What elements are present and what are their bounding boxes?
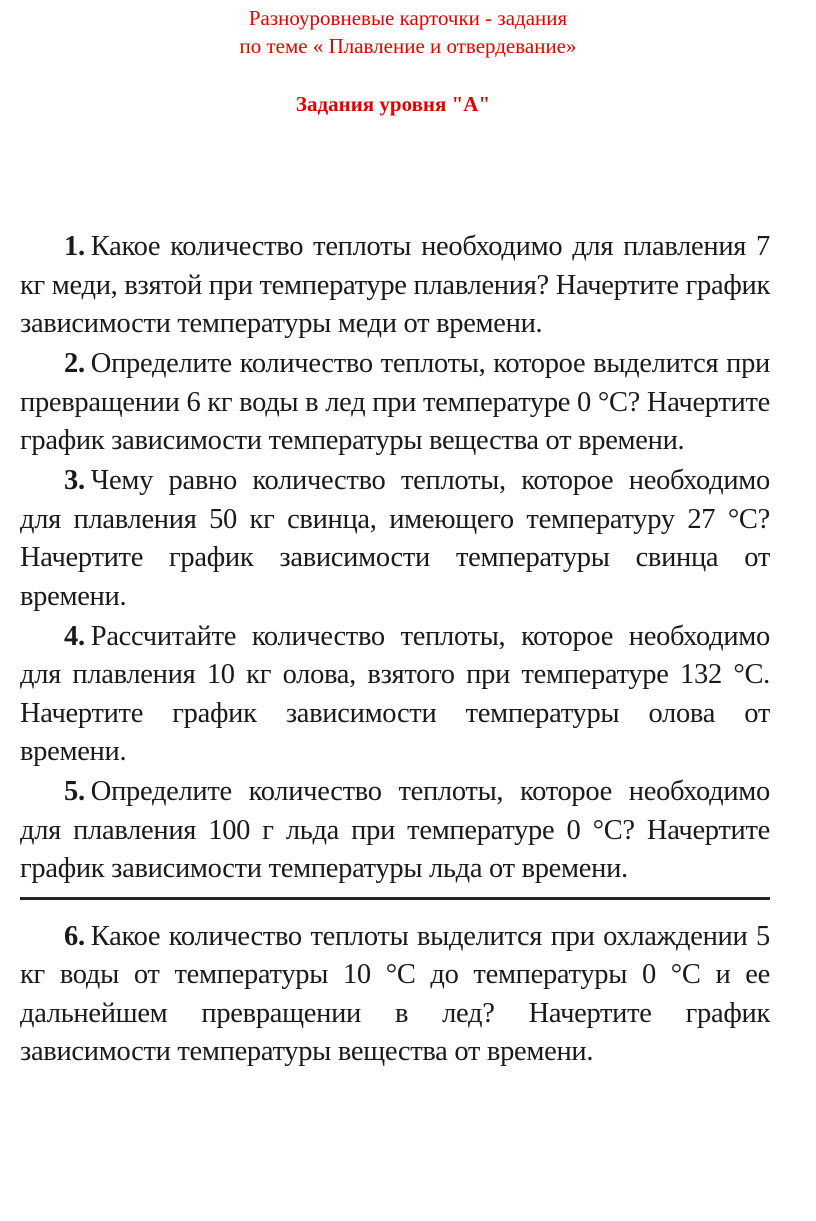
document-header [0, 4, 816, 60]
task-number: 3. [64, 465, 85, 496]
task-text: Определите количество теплоты, которое необходимо для плавления 100 г льда при температуре 0 °С? Начертите график зависимости температуры льда от времени. [20, 776, 770, 884]
task-number: 5. [64, 776, 85, 807]
task-item-3 [20, 462, 770, 616]
task-text: Определите количество теплоты, которое выделится при превращении 6 кг воды в лед при температуре 0 °С? Начертите график зависимости температуры вещества от времени. [20, 348, 770, 456]
task-item-5 [20, 773, 770, 889]
task-item-2 [20, 345, 770, 461]
task-number: 4. [64, 620, 85, 652]
scanned-task-list [20, 228, 770, 1073]
task-number: 1. [64, 231, 85, 262]
task-text: Какое количество теплоты необходимо для плавления 7 кг меди, взятой при температуре плавления? Начертите график зависимости температуры меди от времени. [20, 231, 770, 339]
task-text: Рассчитайте количество теплоты, которое необходимо для плавления 10 кг олова, взятого при температуре 132 °С. Начертите график зависимости температуры олова от времени. [20, 620, 770, 767]
document-title-line-2: по теме « Плавление и отвердевание» [239, 34, 577, 58]
section-divider [20, 897, 770, 900]
level-title: Задания уровня "А" [295, 92, 491, 116]
task-item-4 [20, 618, 770, 772]
task-text: Какое количество теплоты выделится при охлаждении 5 кг воды от температуры 10 °С до температуры 0 °С и ее дальнейшем превращении в лед? Начертите график зависимости температуры вещества от времени. [20, 920, 770, 1067]
task-text: Чему равно количество теплоты, которое необходимо для плавления 50 кг свинца, имеющего температуру 27 °С? Начертите график зависимости температуры свинца от времени. [20, 465, 770, 612]
document-title-line-1: Разноуровневые карточки - задания [248, 6, 568, 30]
task-item-1 [20, 228, 770, 344]
task-number: 6. [64, 920, 85, 952]
task-number: 2. [64, 348, 85, 379]
task-item-6 [20, 918, 770, 1072]
